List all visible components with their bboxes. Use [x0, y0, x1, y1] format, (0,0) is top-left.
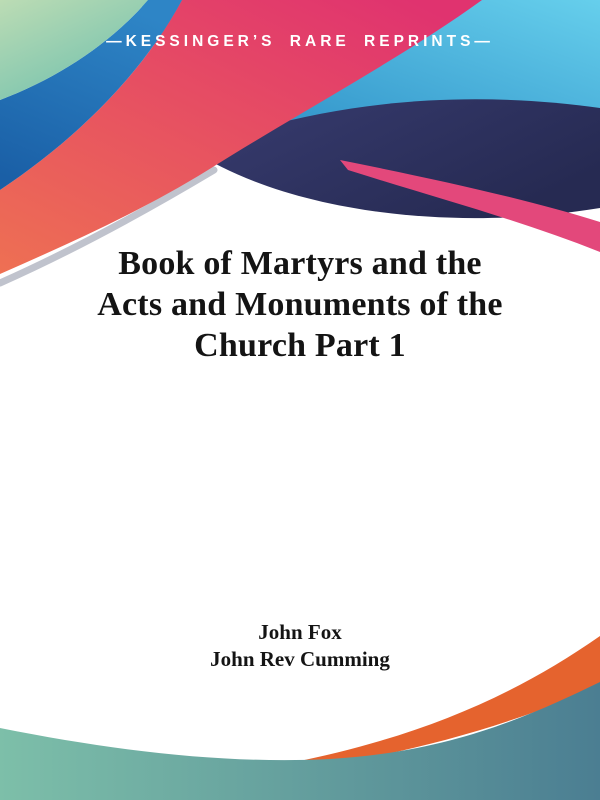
author-name-1: John Fox: [258, 620, 342, 644]
book-title-line-1: Book of Martyrs and the: [118, 245, 482, 282]
book-title-line-2: Acts and Monuments of the: [97, 286, 503, 323]
author-name-2: John Rev Cumming: [210, 647, 390, 671]
author-block: [0, 619, 600, 673]
book-title-line-3: Church Part 1: [194, 327, 406, 364]
publisher-banner: —KESSINGER’S RARE REPRINTS—: [106, 33, 494, 50]
book-title: [0, 243, 600, 366]
